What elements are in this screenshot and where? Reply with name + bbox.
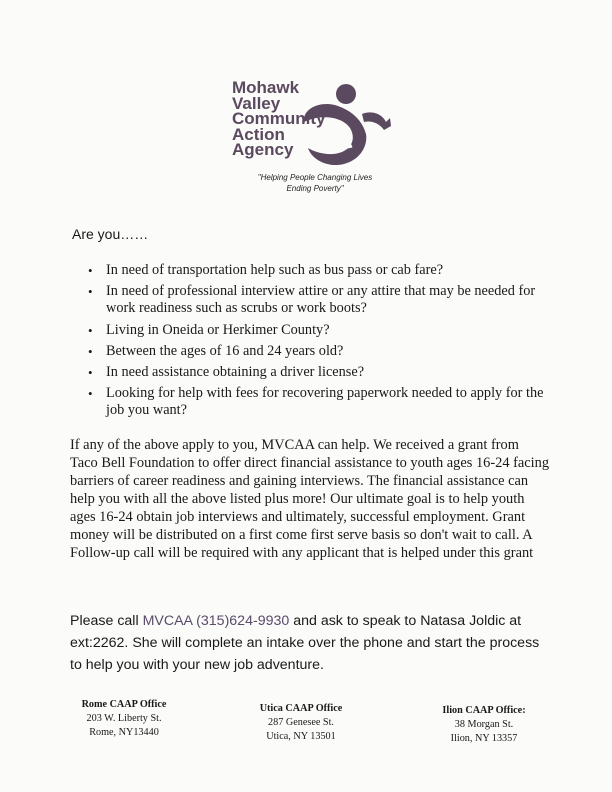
bullet-icon: •: [88, 284, 93, 300]
bullet-icon: •: [88, 343, 93, 359]
office-city: Rome, NY13440: [89, 727, 159, 738]
logo-line-mohawk: Mohawk: [232, 78, 300, 97]
office-name: Ilion CAAP Office:: [442, 705, 526, 716]
office-ilion: [424, 704, 544, 746]
office-rome: [64, 698, 184, 740]
office-street: 287 Genesee St.: [268, 717, 334, 728]
office-street: 38 Morgan St.: [454, 719, 514, 730]
logo-wordmark: [232, 80, 326, 158]
list-item: • Between the ages of 16 and 24 years old?: [88, 342, 344, 359]
list-item: • In need assistance obtaining a driver license?: [88, 364, 365, 381]
phone-number: MVCAA (315)624-9930: [142, 613, 290, 629]
office-name: Rome CAAP Office: [81, 699, 167, 710]
office-name: Utica CAAP Office: [259, 703, 343, 714]
logo-tagline: [250, 172, 380, 194]
call-prefix: Please call: [70, 613, 143, 629]
office-street: 203 W. Liberty St.: [86, 713, 162, 724]
list-item: • Living in Oneida or Herkimer County?: [88, 321, 330, 338]
mvcaa-logo: [232, 80, 392, 198]
call-to-action: [70, 610, 550, 676]
office-city: Utica, NY 13501: [266, 731, 336, 742]
office-utica: [246, 702, 356, 744]
logo-line-community: Community: [232, 109, 326, 128]
bullet-icon: •: [88, 386, 93, 402]
logo-line-agency: Agency: [232, 140, 294, 159]
program-description: If any of the above apply to you, MVCAA can help. We received a grant from Taco Bell Foundation to offer direct financial assistance to youth ages 16-24 facing barriers of career readiness and gaining interviews. The financial assistance can help you with all the above listed plus more! Our ultimate goal is to help youth ages 16-24 obtain job interviews and ultimately, successful employment. Grant money will be distributed on a first come first serve basis so don't wait to call. A Follow-up call will be required with any applicant that is helped under this grant: [70, 437, 550, 561]
tagline-line-2: Ending Poverty": [286, 184, 344, 193]
list-item: • In need of transportation help such as bus pass or cab fare?: [88, 262, 444, 278]
intro-heading: Are you……: [72, 226, 149, 242]
logo-line-valley: Valley: [232, 93, 281, 113]
bullet-icon: •: [88, 263, 93, 278]
tagline-line-1: "Helping People Changing Lives: [257, 173, 373, 182]
logo-line-action: Action: [232, 124, 285, 144]
call-suffix: and ask to speak to Natasa Joldic at ext:2262. She will complete an intake over the phone and start the process to help you with your new job adventure.: [70, 613, 540, 673]
office-city: Ilion, NY 13357: [450, 733, 518, 744]
list-item: • In need of professional interview attire or any attire that may be needed for work readiness such as scrubs or work boots?: [88, 283, 536, 317]
needs-list: [88, 262, 548, 424]
list-item: • Looking for help with fees for recovering paperwork needed to apply for the job you want?: [88, 385, 544, 419]
bullet-icon: •: [88, 365, 93, 381]
bullet-icon: •: [88, 322, 93, 338]
